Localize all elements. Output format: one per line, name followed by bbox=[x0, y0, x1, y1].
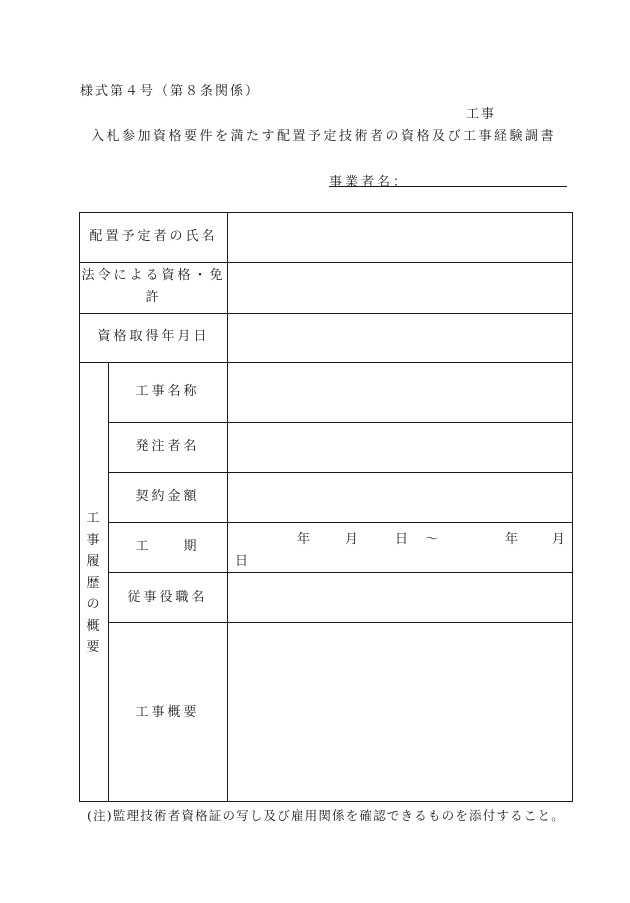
start-day: 日 bbox=[395, 532, 409, 547]
qualification-label-line1: 法令による資格・免 bbox=[81, 268, 226, 283]
qualification-label-line2: 許 bbox=[145, 290, 162, 305]
form-number: 様式第４号（第８条関係） bbox=[80, 84, 261, 99]
end-month: 月 bbox=[552, 532, 566, 547]
business-name-field[interactable] bbox=[329, 171, 567, 190]
qualification-label bbox=[80, 265, 227, 309]
end-day: 日 bbox=[235, 554, 249, 569]
summary-label: 工事概要 bbox=[135, 705, 200, 720]
project-name-label: 工事名称 bbox=[135, 384, 200, 399]
history-vertical-label: 工 事 履 歴 の 概 要 bbox=[86, 511, 100, 655]
period-label: 工 期 bbox=[135, 539, 200, 554]
period-separator: 〜 bbox=[425, 532, 439, 547]
client-name-label: 発注者名 bbox=[135, 439, 200, 454]
acquired-date-label: 資格取得年月日 bbox=[97, 329, 210, 344]
contract-amount-label: 契約金額 bbox=[135, 489, 200, 504]
kouji-label: 工事 bbox=[466, 107, 497, 122]
engineer-name-label: 配置予定者の氏名 bbox=[89, 229, 218, 244]
start-month: 月 bbox=[345, 532, 359, 547]
end-year: 年 bbox=[505, 532, 519, 547]
business-name-label: 事業者名： bbox=[329, 175, 410, 190]
document-title: 入札参加資格要件を満たす配置予定技術者の資格及び工事経験調書 bbox=[91, 129, 557, 144]
role-label: 従事役職名 bbox=[127, 590, 208, 605]
start-year: 年 bbox=[297, 532, 311, 547]
footnote: (注)監理技術者資格証の写し及び雇用関係を確認できるものを添付すること。 bbox=[87, 808, 565, 823]
